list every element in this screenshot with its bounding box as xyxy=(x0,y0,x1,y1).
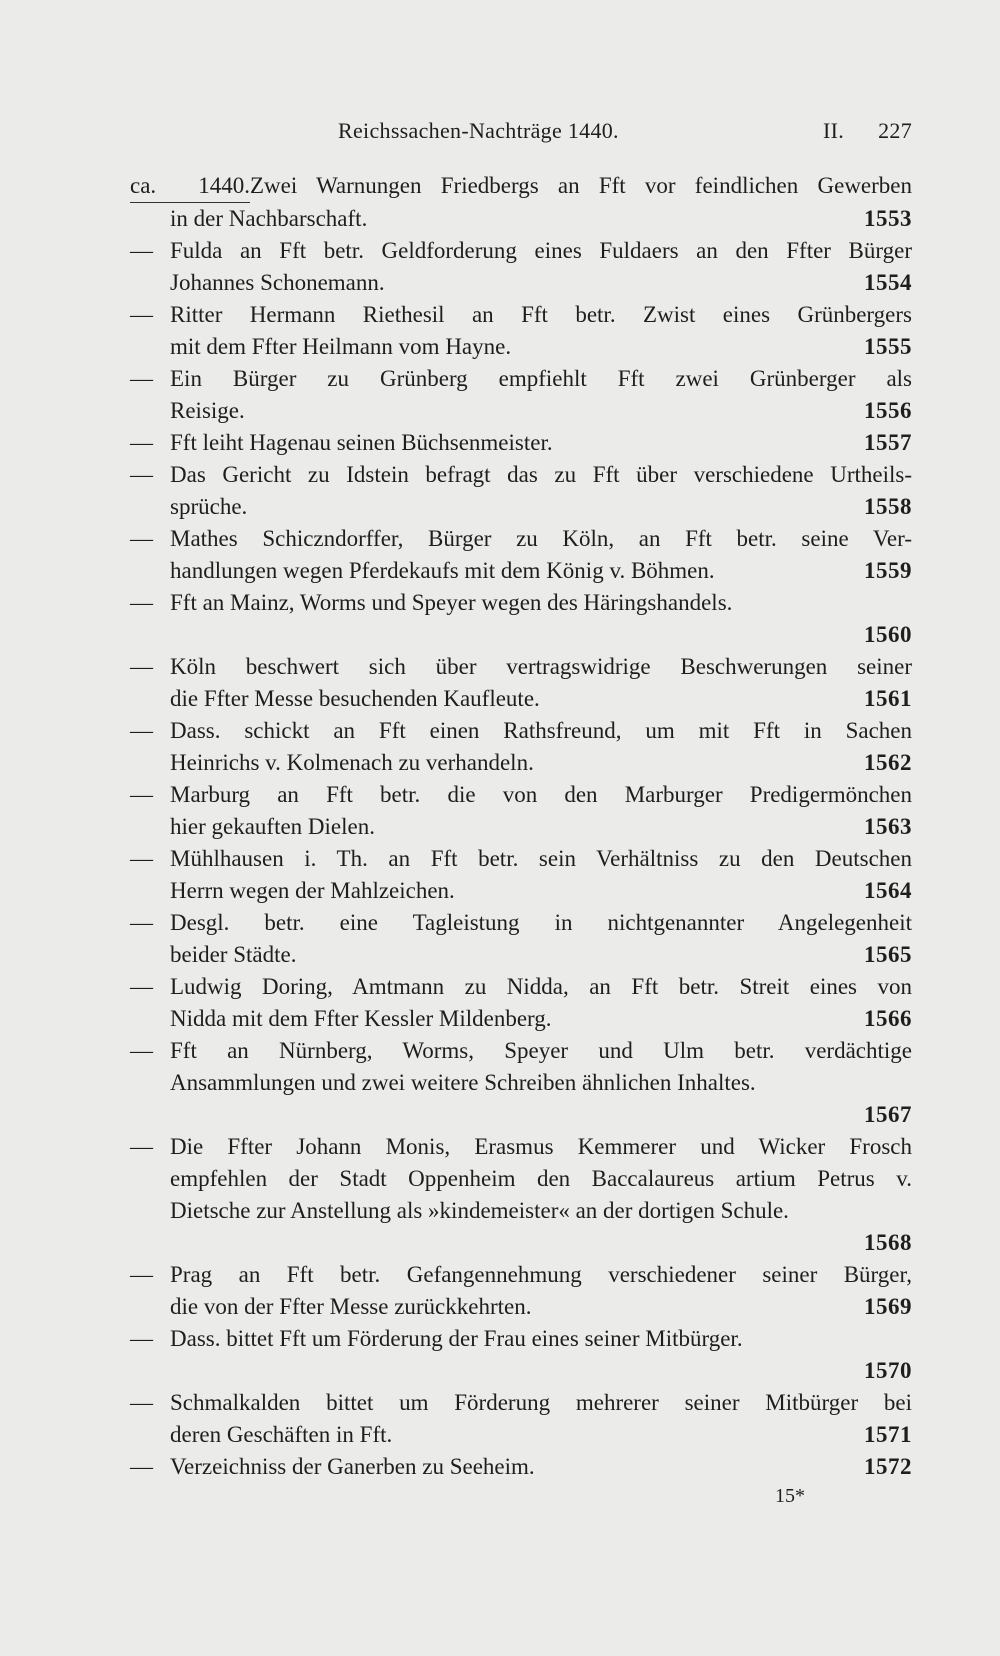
register-entry xyxy=(130,523,912,587)
entry-date-prefix: — xyxy=(130,718,153,743)
entry-text-line xyxy=(130,363,912,395)
entry-date-prefix: — xyxy=(130,1454,153,1479)
entry-number: 1567 xyxy=(864,1102,912,1127)
entry-date-prefix: — xyxy=(130,366,153,391)
entry-text-line xyxy=(130,747,912,779)
entry-text: Ansammlungen und zwei weitere Schreiben ähnlichen Inhaltes. xyxy=(170,1070,756,1095)
entry-number: 1555 xyxy=(864,334,912,359)
entry-text: Ritter Hermann Riethesil an Fft betr. Zwist eines Grünbergers xyxy=(170,302,912,327)
entry-date-prefix: ca. 1440. xyxy=(130,170,250,203)
entry-text-line xyxy=(130,651,912,683)
entry-text: Das Gericht zu Idstein befragt das zu Fft über verschiedene Urtheils- xyxy=(170,462,912,487)
entry-text-line xyxy=(130,939,912,971)
entry-text-line xyxy=(130,170,912,203)
entry-text-line xyxy=(130,331,912,363)
register-entry xyxy=(130,299,912,363)
entry-text: die Ffter Messe besuchenden Kaufleute. xyxy=(170,686,540,711)
entry-date-prefix: — xyxy=(130,1038,153,1063)
entry-number: 1556 xyxy=(864,398,912,423)
entry-number: 1558 xyxy=(864,494,912,519)
entry-text: Verzeichniss der Ganerben zu Seeheim. xyxy=(170,1454,535,1479)
register-entry xyxy=(130,1035,912,1131)
entry-text: sprüche. xyxy=(170,494,248,519)
entry-date-prefix: — xyxy=(130,1390,153,1415)
register-entry xyxy=(130,971,912,1035)
entry-text-line xyxy=(130,875,912,907)
entry-text: Mathes Schiczndorffer, Bürger zu Köln, an Fft betr. seine Ver- xyxy=(170,526,912,551)
entry-date-prefix: — xyxy=(130,910,153,935)
entry-text-line xyxy=(130,235,912,267)
entry-text-line xyxy=(130,1419,912,1451)
part-number: II. xyxy=(823,118,845,143)
entry-number: 1560 xyxy=(864,622,912,647)
entry-text-line xyxy=(130,1195,912,1227)
entry-text: Fft an Nürnberg, Worms, Speyer und Ulm betr. verdächtige xyxy=(170,1038,912,1063)
register-entry xyxy=(130,715,912,779)
entry-date-prefix: — xyxy=(130,1134,153,1159)
entry-text: empfehlen der Stadt Oppenheim den Baccalaureus artium Petrus v. xyxy=(170,1166,912,1191)
page-header xyxy=(130,118,912,148)
entry-text-line xyxy=(130,1131,912,1163)
register-entry xyxy=(130,363,912,427)
register-entry xyxy=(130,459,912,523)
entry-text: Johannes Schonemann. xyxy=(170,270,385,295)
entry-text-line xyxy=(130,715,912,747)
entry-text-line xyxy=(130,459,912,491)
register-entry xyxy=(130,907,912,971)
entry-text-line xyxy=(130,267,912,299)
entry-text: Fft an Mainz, Worms und Speyer wegen des Häringshandels. xyxy=(170,590,733,615)
entry-text-line xyxy=(130,1291,912,1323)
entry-number: 1569 xyxy=(864,1294,912,1319)
entry-number: 1563 xyxy=(864,814,912,839)
entry-number: 1557 xyxy=(864,430,912,455)
entry-number: 1561 xyxy=(864,686,912,711)
entry-text: Heinrichs v. Kolmenach zu verhandeln. xyxy=(170,750,534,775)
entry-text-line xyxy=(130,1323,912,1355)
entry-text-line xyxy=(130,1451,912,1483)
entry-text-line xyxy=(130,299,912,331)
entry-text: deren Geschäften in Fft. xyxy=(170,1422,393,1447)
entry-text-line xyxy=(130,203,912,235)
entry-text: Mühlhausen i. Th. an Fft betr. sein Verhältniss zu den Deutschen xyxy=(170,846,912,871)
entry-text: Ein Bürger zu Grünberg empfiehlt Fft zwei Grünberger als xyxy=(170,366,912,391)
entry-number: 1572 xyxy=(864,1454,912,1479)
entry-text: beider Städte. xyxy=(170,942,297,967)
entry-text: die von der Ffter Messe zurückkehrten. xyxy=(170,1294,532,1319)
entry-text: Dietsche zur Anstellung als »kindemeister« an der dortigen Schule. xyxy=(170,1198,789,1223)
entry-text-line xyxy=(130,555,912,587)
entry-number: 1559 xyxy=(864,558,912,583)
entry-text-line xyxy=(130,1035,912,1067)
entry-text: Ludwig Doring, Amtmann zu Nidda, an Fft betr. Streit eines von xyxy=(170,974,912,999)
entry-text-line xyxy=(130,1003,912,1035)
entry-number: 1562 xyxy=(864,750,912,775)
entry-date-prefix: — xyxy=(130,1262,153,1287)
entry-text-line xyxy=(130,587,912,619)
entry-text: Fft leiht Hagenau seinen Büchsenmeister. xyxy=(170,430,553,455)
entry-number: 1565 xyxy=(864,942,912,967)
entry-text: Fulda an Fft betr. Geldforderung eines Fuldaers an den Ffter Bürger xyxy=(170,238,912,263)
page-number: 227 xyxy=(878,118,912,143)
entry-text: Reisige. xyxy=(170,398,245,423)
entry-number: 1568 xyxy=(864,1230,912,1255)
entry-text-line xyxy=(130,491,912,523)
entry-text-line xyxy=(130,1067,912,1099)
entry-date-prefix: — xyxy=(130,462,153,487)
entry-text: Die Ffter Johann Monis, Erasmus Kemmerer und Wicker Frosch xyxy=(170,1134,912,1159)
entry-text: Desgl. betr. eine Tagleistung in nichtgenannter Angelegenheit xyxy=(170,910,912,935)
entry-text: Marburg an Fft betr. die von den Marburger Predigermönchen xyxy=(170,782,912,807)
entry-text-line xyxy=(130,1163,912,1195)
entry-number: 1564 xyxy=(864,878,912,903)
register-entries xyxy=(130,170,912,1483)
entry-text-line xyxy=(130,907,912,939)
register-entry xyxy=(130,170,912,235)
entry-date-prefix: — xyxy=(130,302,153,327)
entry-date-prefix: — xyxy=(130,654,153,679)
entry-text-line xyxy=(130,779,912,811)
register-entry xyxy=(130,1131,912,1259)
entry-text-line xyxy=(130,683,912,715)
running-title: Reichssachen-Nachträge 1440. xyxy=(338,118,619,143)
entry-text-line xyxy=(130,523,912,555)
entry-number: 1553 xyxy=(864,206,912,231)
entry-text: Dass. bittet Fft um Förderung der Frau eines seiner Mitbürger. xyxy=(170,1326,743,1351)
entry-date-prefix: — xyxy=(130,590,153,615)
entry-date-prefix: — xyxy=(130,430,153,455)
entry-text-line xyxy=(130,395,912,427)
entry-text: hier gekauften Dielen. xyxy=(170,814,375,839)
entry-text-line xyxy=(130,843,912,875)
entry-date-prefix: — xyxy=(130,974,153,999)
entry-text: Prag an Fft betr. Gefangennehmung verschiedener seiner Bürger, xyxy=(170,1262,912,1287)
entry-date-prefix: — xyxy=(130,782,153,807)
register-entry xyxy=(130,1451,912,1483)
entry-text: mit dem Ffter Heilmann vom Hayne. xyxy=(170,334,512,359)
register-entry xyxy=(130,1259,912,1323)
entry-text: Köln beschwert sich über vertragswidrige Beschwerungen seiner xyxy=(170,654,912,679)
register-entry xyxy=(130,651,912,715)
entry-text: Zwei Warnungen Friedbergs an Fft vor feindlichen Gewerben xyxy=(250,173,912,198)
entry-number: 1571 xyxy=(864,1422,912,1447)
entry-date-prefix: — xyxy=(130,526,153,551)
entry-text-line xyxy=(130,971,912,1003)
register-entry xyxy=(130,779,912,843)
entry-number: 1570 xyxy=(864,1358,912,1383)
entry-number: 1566 xyxy=(864,1006,912,1031)
entry-text-line xyxy=(130,811,912,843)
entry-text: Nidda mit dem Ffter Kessler Mildenberg. xyxy=(170,1006,552,1031)
entry-number: 1554 xyxy=(864,270,912,295)
entry-text-line xyxy=(130,1259,912,1291)
entry-text-line xyxy=(130,1387,912,1419)
register-entry xyxy=(130,843,912,907)
register-entry xyxy=(130,427,912,459)
signature-mark: 15* xyxy=(775,1485,805,1507)
entry-text-line xyxy=(130,427,912,459)
register-entry xyxy=(130,587,912,651)
entry-text: Herrn wegen der Mahlzeichen. xyxy=(170,878,455,903)
register-entry xyxy=(130,1323,912,1387)
register-entry xyxy=(130,235,912,299)
register-entry xyxy=(130,1387,912,1451)
entry-date-prefix: — xyxy=(130,846,153,871)
entry-text: Schmalkalden bittet um Förderung mehrerer seiner Mitbürger bei xyxy=(170,1390,912,1415)
entry-text: handlungen wegen Pferdekaufs mit dem König v. Böhmen. xyxy=(170,558,715,583)
entry-date-prefix: — xyxy=(130,1326,153,1351)
entry-text: Dass. schickt an Fft einen Rathsfreund, um mit Fft in Sachen xyxy=(170,718,912,743)
entry-date-prefix: — xyxy=(130,238,153,263)
entry-text: in der Nachbarschaft. xyxy=(170,206,368,231)
